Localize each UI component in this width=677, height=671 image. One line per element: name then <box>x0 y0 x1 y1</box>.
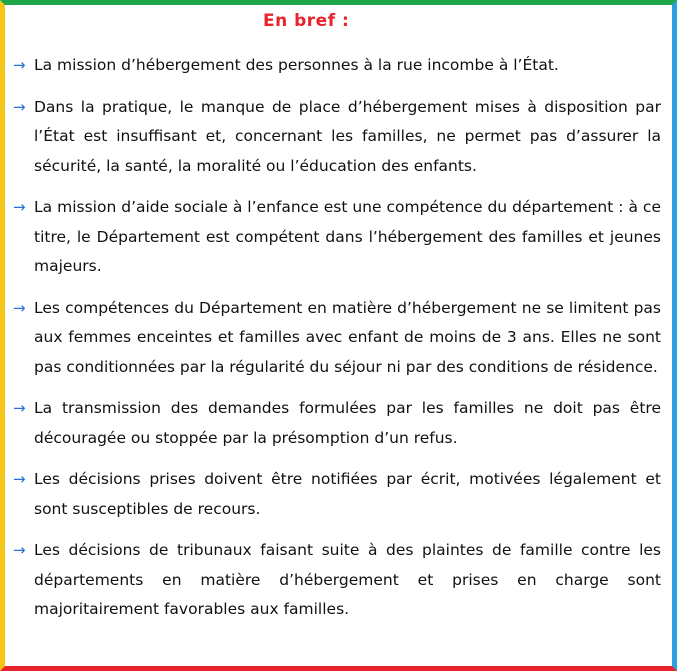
list-item <box>13 51 661 81</box>
list-item <box>13 294 661 383</box>
list-item-text: La mission d’aide sociale à l’enfance est une compétence du département : à ce titre, le Département est compétent dans l’hébergement des familles et jeunes majeurs. <box>34 198 661 275</box>
list-item-text: Les décisions prises doivent être notifiées par écrit, motivées légalement et sont susceptibles de recours. <box>34 470 661 518</box>
right-arrow-icon: → <box>13 399 26 417</box>
list-item <box>13 465 661 524</box>
list-item <box>13 193 661 282</box>
right-arrow-icon: → <box>13 541 26 559</box>
summary-title: En bref : <box>263 11 350 31</box>
list-item-text: Dans la pratique, le manque de place d’hébergement mises à disposition par l’État est insuffisant et, concernant les familles, ne permet pas d’assurer la sécurité, la santé, la moralité ou l’éducation des enfants. <box>34 97 661 175</box>
right-arrow-icon: → <box>13 298 26 317</box>
list-item <box>13 93 661 182</box>
right-arrow-icon: → <box>13 97 26 116</box>
right-arrow-icon: → <box>13 56 26 74</box>
list-item <box>13 394 661 453</box>
list-item-text: La transmission des demandes formulées par les familles ne doit pas être découragée ou stoppée par la présomption d’un refus. <box>34 399 661 447</box>
list-item-text: Les décisions de tribunaux faisant suite à des plaintes de famille contre les départements en matière d’hébergement et prises en charge sont majoritairement favorables aux familles. <box>34 541 661 618</box>
list-item <box>13 536 661 625</box>
list-item-text: Les compétences du Département en matière d’hébergement ne se limitent pas aux femmes enceintes et familles avec enfant de moins de 3 ans. Elles ne sont pas conditionnées par la régularité du séjour ni par des conditions de résidence. <box>34 298 661 376</box>
right-arrow-icon: → <box>13 198 26 216</box>
list-item-text: La mission d’hébergement des personnes à la rue incombe à l’État. <box>34 56 559 74</box>
summary-list <box>13 51 661 625</box>
right-arrow-icon: → <box>13 470 26 488</box>
